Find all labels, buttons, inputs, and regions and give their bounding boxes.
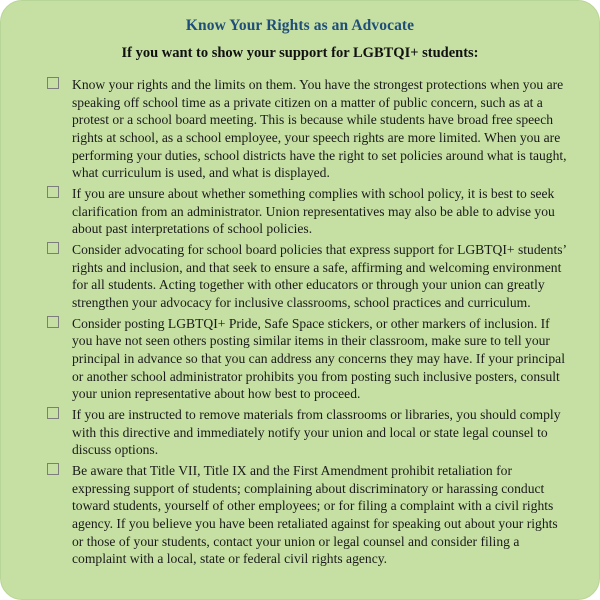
empty-square-bullet-icon (47, 242, 59, 254)
list-item (47, 315, 571, 403)
list-item (47, 406, 571, 459)
list-item-text: Consider posting LGBTQI+ Pride, Safe Space stickers, or other markers of inclusion. If you have not seen others posting similar items in their classroom, make sure to tell your principal in advance so that you can address any concerns they may have. If your principal or another school administrator prohibits you from posting such inclusive posters, consult your union representative about how best to proceed. (72, 315, 565, 402)
list-item (47, 462, 571, 568)
empty-square-bullet-icon (47, 407, 59, 419)
list-item-text: If you are instructed to remove materials from classrooms or libraries, you should comply with this directive and immediately notify your union and local or state legal counsel to discuss options. (72, 407, 561, 458)
empty-square-bullet-icon (47, 463, 59, 475)
empty-square-bullet-icon (47, 316, 59, 328)
list-item-text: Consider advocating for school board policies that express support for LGBTQI+ students’ rights and inclusion, and that seek to ensure a safe, affirming and welcoming environment for all students. Acting together with other educators or through your union can greatly strengthen your advocacy for inclusive classrooms, school practices and curriculum. (72, 242, 567, 311)
list-item-text: Know your rights and the limits on them. You have the strongest protections when you are speaking off school time as a private citizen on a matter of public concern, such as at a protest or a school board meeting. This is because while students have broad free speech rights at school, as a school employee, your speech rights are more limited. When you are performing your duties, school districts have the right to set policies around what is taught, what curriculum is used, and what is displayed. (72, 77, 567, 181)
list-item-text: If you are unsure about whether something complies with school policy, it is best to seek clarification from an administrator. Union representatives may also be able to advise you about past interpretations of school policies. (72, 186, 555, 237)
list-item (47, 241, 571, 312)
page-subtitle: If you want to show your support for LGBTQI+ students: (121, 45, 479, 61)
list-item (47, 185, 571, 238)
rights-list (23, 76, 577, 568)
empty-square-bullet-icon (47, 77, 59, 89)
empty-square-bullet-icon (47, 186, 59, 198)
list-item-text: Be aware that Title VII, Title IX and the First Amendment prohibit retaliation for expressing support of students; complaining about discriminatory or harassing conduct toward students, yourself of other employees; or for filing a complaint with a civil rights agency. If you believe you have been retaliated against for speaking out about your rights or those of your students, contact your union or legal counsel and consider filing a complaint with a local, state or federal civil rights agency. (72, 463, 558, 567)
list-item (47, 76, 571, 182)
page-title: Know Your Rights as an Advocate (185, 17, 415, 34)
